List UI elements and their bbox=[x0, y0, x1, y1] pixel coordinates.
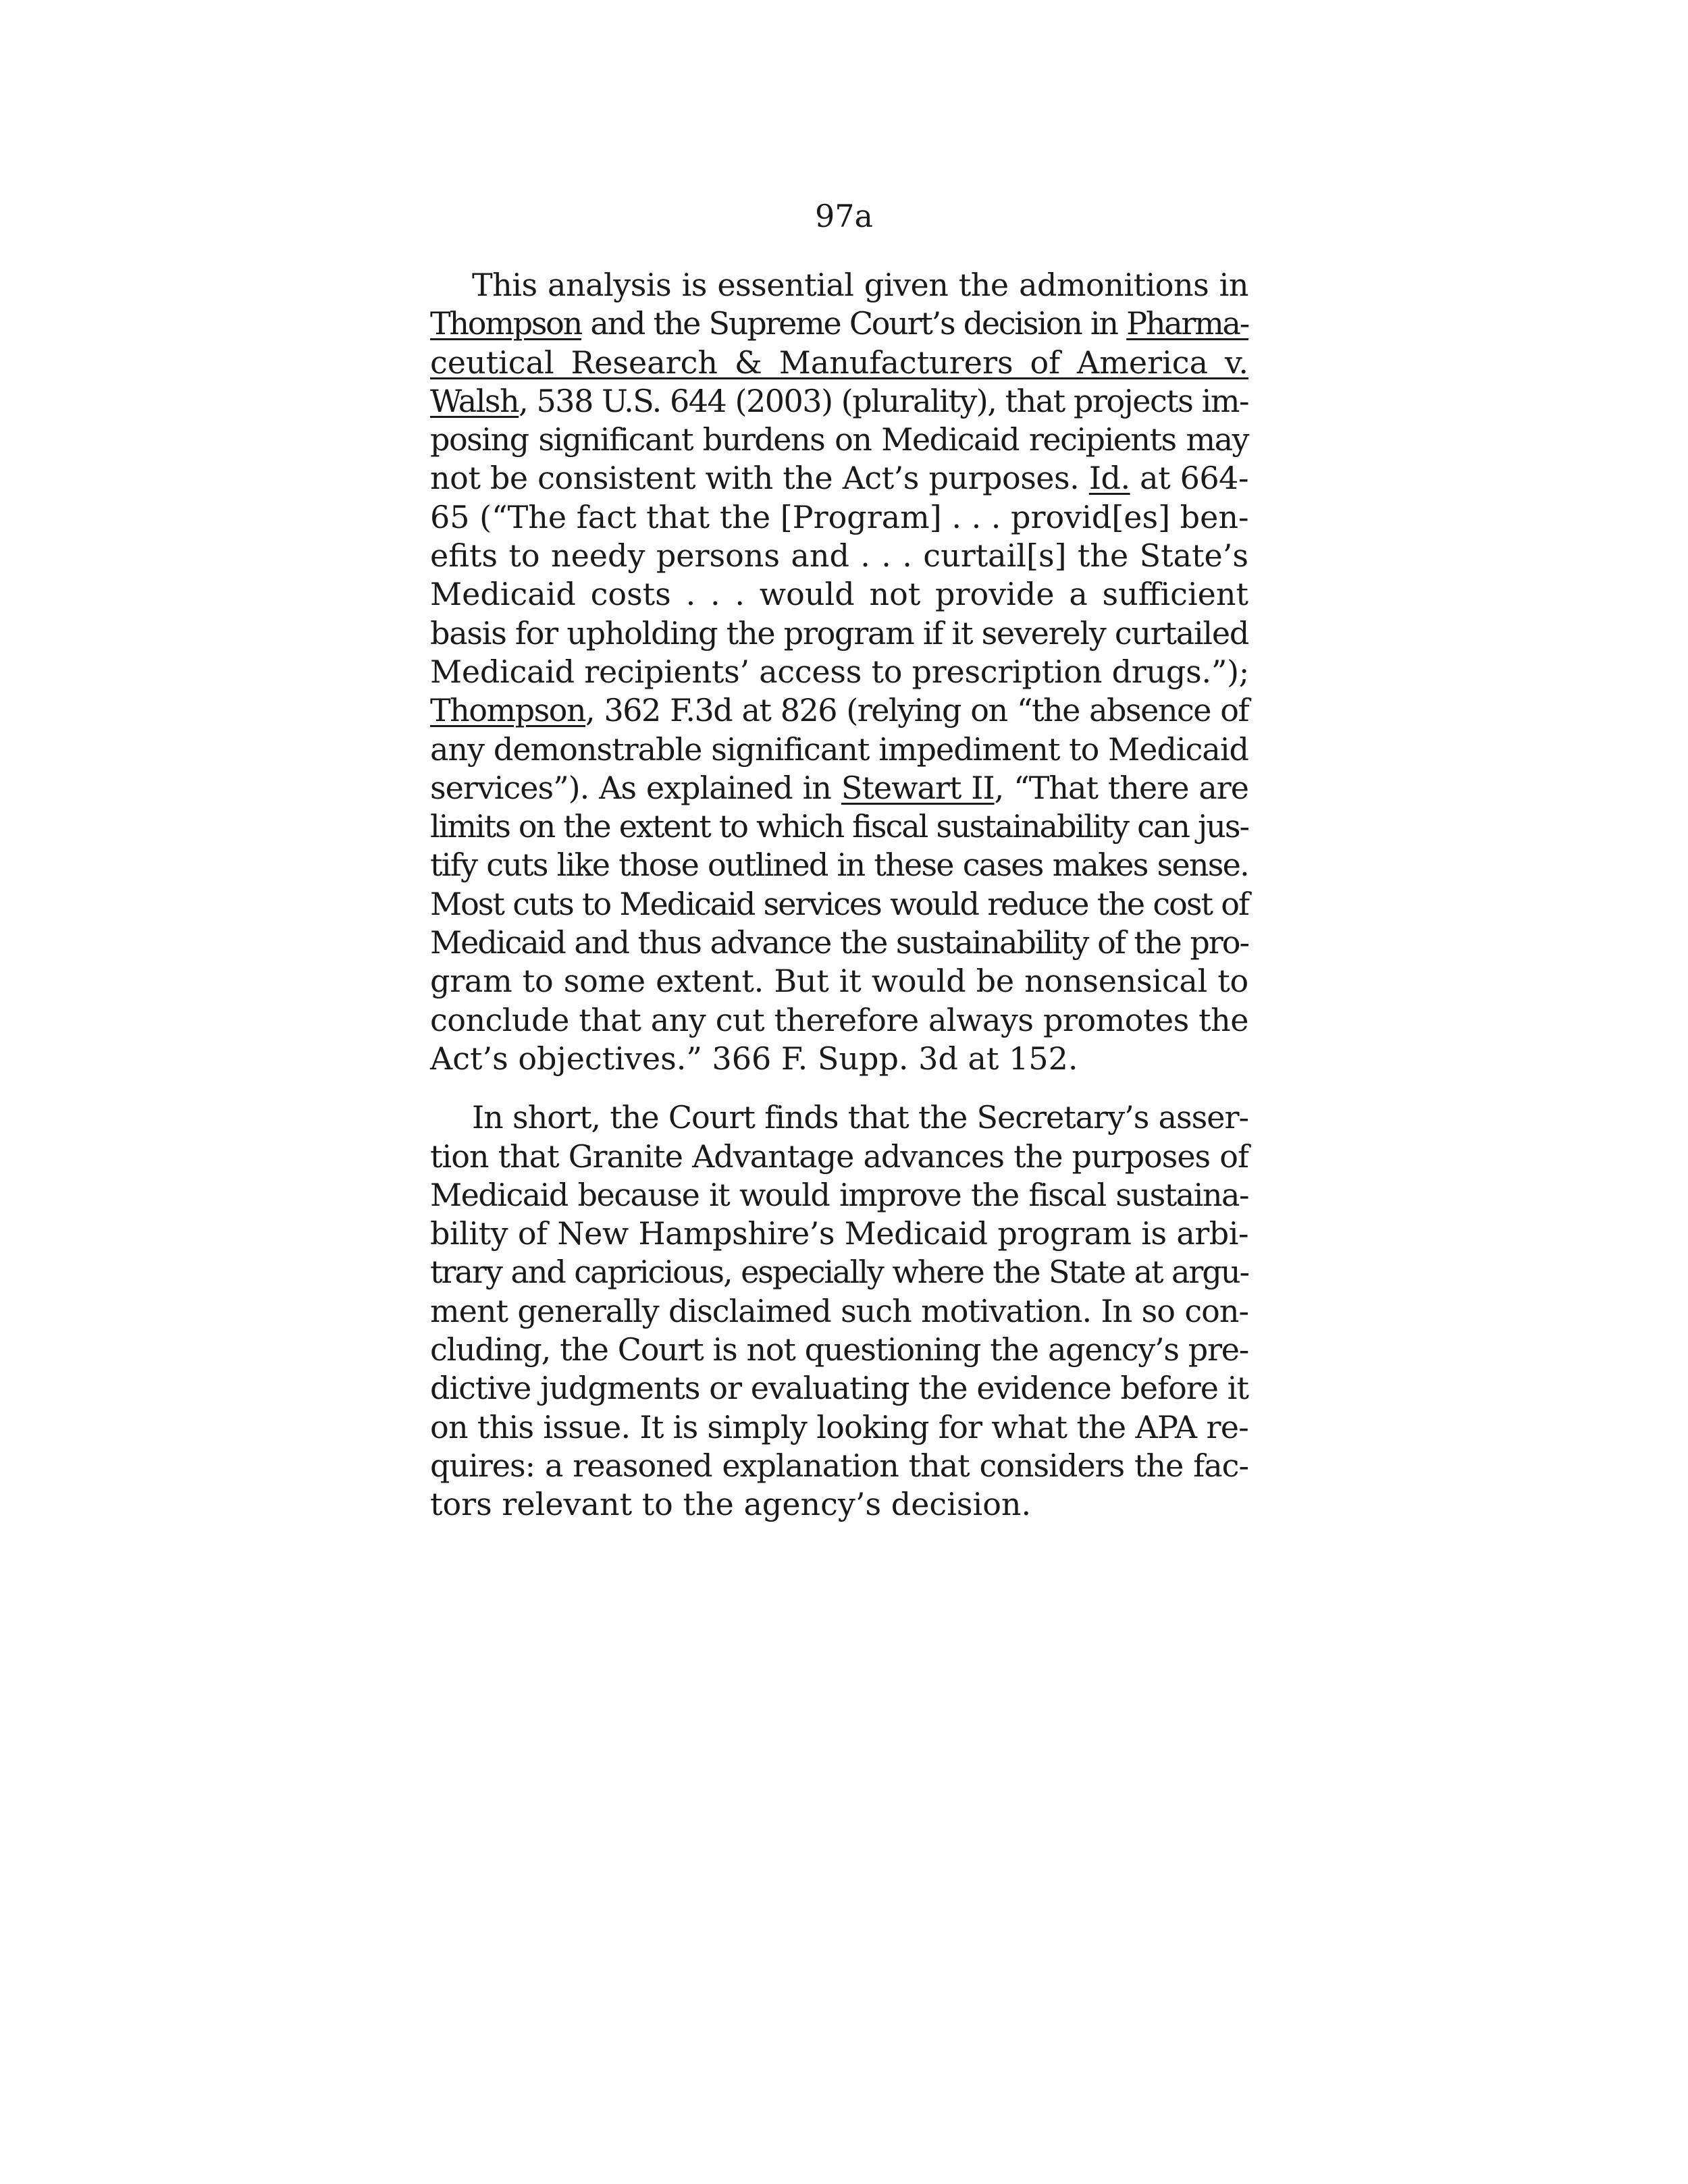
text-line: any demonstrable significant impediment to Medicaid bbox=[430, 730, 1248, 768]
citation-pharmaceutical-research: Pharma- bbox=[1126, 305, 1248, 342]
paragraph-gap bbox=[430, 1078, 1248, 1098]
text-line: Medicaid and thus advance the sustainability of the pro- bbox=[430, 924, 1248, 961]
text-line: posing significant burdens on Medicaid recipients may bbox=[430, 421, 1248, 458]
citation-stewart-ii: Stewart II bbox=[841, 769, 995, 806]
text-line: Medicaid costs . . . would not provide a sufficient bbox=[430, 576, 1248, 613]
paragraph-1 bbox=[430, 266, 1248, 1078]
text-line: tion that Granite Advantage advances the purposes of bbox=[430, 1138, 1248, 1175]
text-line: This analysis is essential given the admonitions in bbox=[472, 267, 1248, 303]
text-line: limits on the extent to which fiscal sustainability can jus- bbox=[430, 808, 1248, 845]
citation-thompson: Thompson bbox=[430, 305, 581, 342]
text-line: cluding, the Court is not questioning the agency’s pre- bbox=[430, 1331, 1248, 1368]
text-line: gram to some extent. But it would be nonsensical to bbox=[430, 963, 1248, 1000]
text-line: quires: a reasoned explanation that considers the fac- bbox=[430, 1447, 1248, 1484]
text-line: bility of New Hampshire’s Medicaid program is arbi- bbox=[430, 1215, 1248, 1252]
opinion-text bbox=[430, 266, 1248, 1524]
text-line: tify cuts like those outlined in these cases makes sense. bbox=[430, 847, 1248, 884]
citation-pharmaceutical-research-cont: ceutical Research & Manufacturers of America v. bbox=[430, 344, 1248, 381]
text-line: trary and capricious, especially where the State at argu- bbox=[430, 1254, 1248, 1291]
text-line: Act’s objectives.” 366 F. Supp. 3d at 152. bbox=[430, 1040, 1078, 1077]
text-line: efits to needy persons and . . . curtail[s] the State’s bbox=[430, 537, 1248, 575]
text-line: not be consistent with the Act’s purposes. Id. at 664- bbox=[430, 460, 1248, 497]
citation-walsh: Walsh bbox=[430, 382, 519, 419]
text-line: Most cuts to Medicaid services would reduce the cost of bbox=[430, 885, 1248, 922]
text-line: Medicaid because it would improve the fiscal sustaina- bbox=[430, 1176, 1248, 1213]
text-line: on this issue. It is simply looking for what the APA re- bbox=[430, 1408, 1248, 1445]
citation-id: Id. bbox=[1088, 460, 1130, 497]
text-line: Medicaid recipients’ access to prescription drugs.”); bbox=[430, 653, 1250, 690]
text-line: basis for upholding the program if it severely curtailed bbox=[430, 614, 1249, 651]
text-line: conclude that any cut therefore always promotes the bbox=[430, 1001, 1248, 1038]
text-line: tors relevant to the agency’s decision. bbox=[430, 1486, 1032, 1523]
paragraph-2 bbox=[430, 1098, 1248, 1524]
text-line: In short, the Court finds that the Secretary’s asser- bbox=[472, 1099, 1248, 1136]
text-line: Walsh, 538 U.S. 644 (2003) (plurality), that projects im- bbox=[430, 382, 1248, 419]
text-line bbox=[430, 344, 1248, 382]
text-line: dictive judgments or evaluating the evidence before it bbox=[430, 1370, 1248, 1407]
text-line: Thompson, 362 F.3d at 826 (relying on “the absence of bbox=[430, 692, 1248, 729]
page-number: 97a bbox=[815, 198, 873, 234]
citation-thompson: Thompson bbox=[430, 692, 585, 729]
text-line: Thompson and the Supreme Court’s decision in Pharma- bbox=[430, 305, 1248, 342]
text-line: 65 (“The fact that the [Program] . . . provid[es] ben- bbox=[430, 498, 1249, 535]
text-line: ment generally disclaimed such motivation. In so con- bbox=[430, 1292, 1248, 1329]
text-line: services”). As explained in Stewart II, “That there are bbox=[430, 769, 1248, 806]
